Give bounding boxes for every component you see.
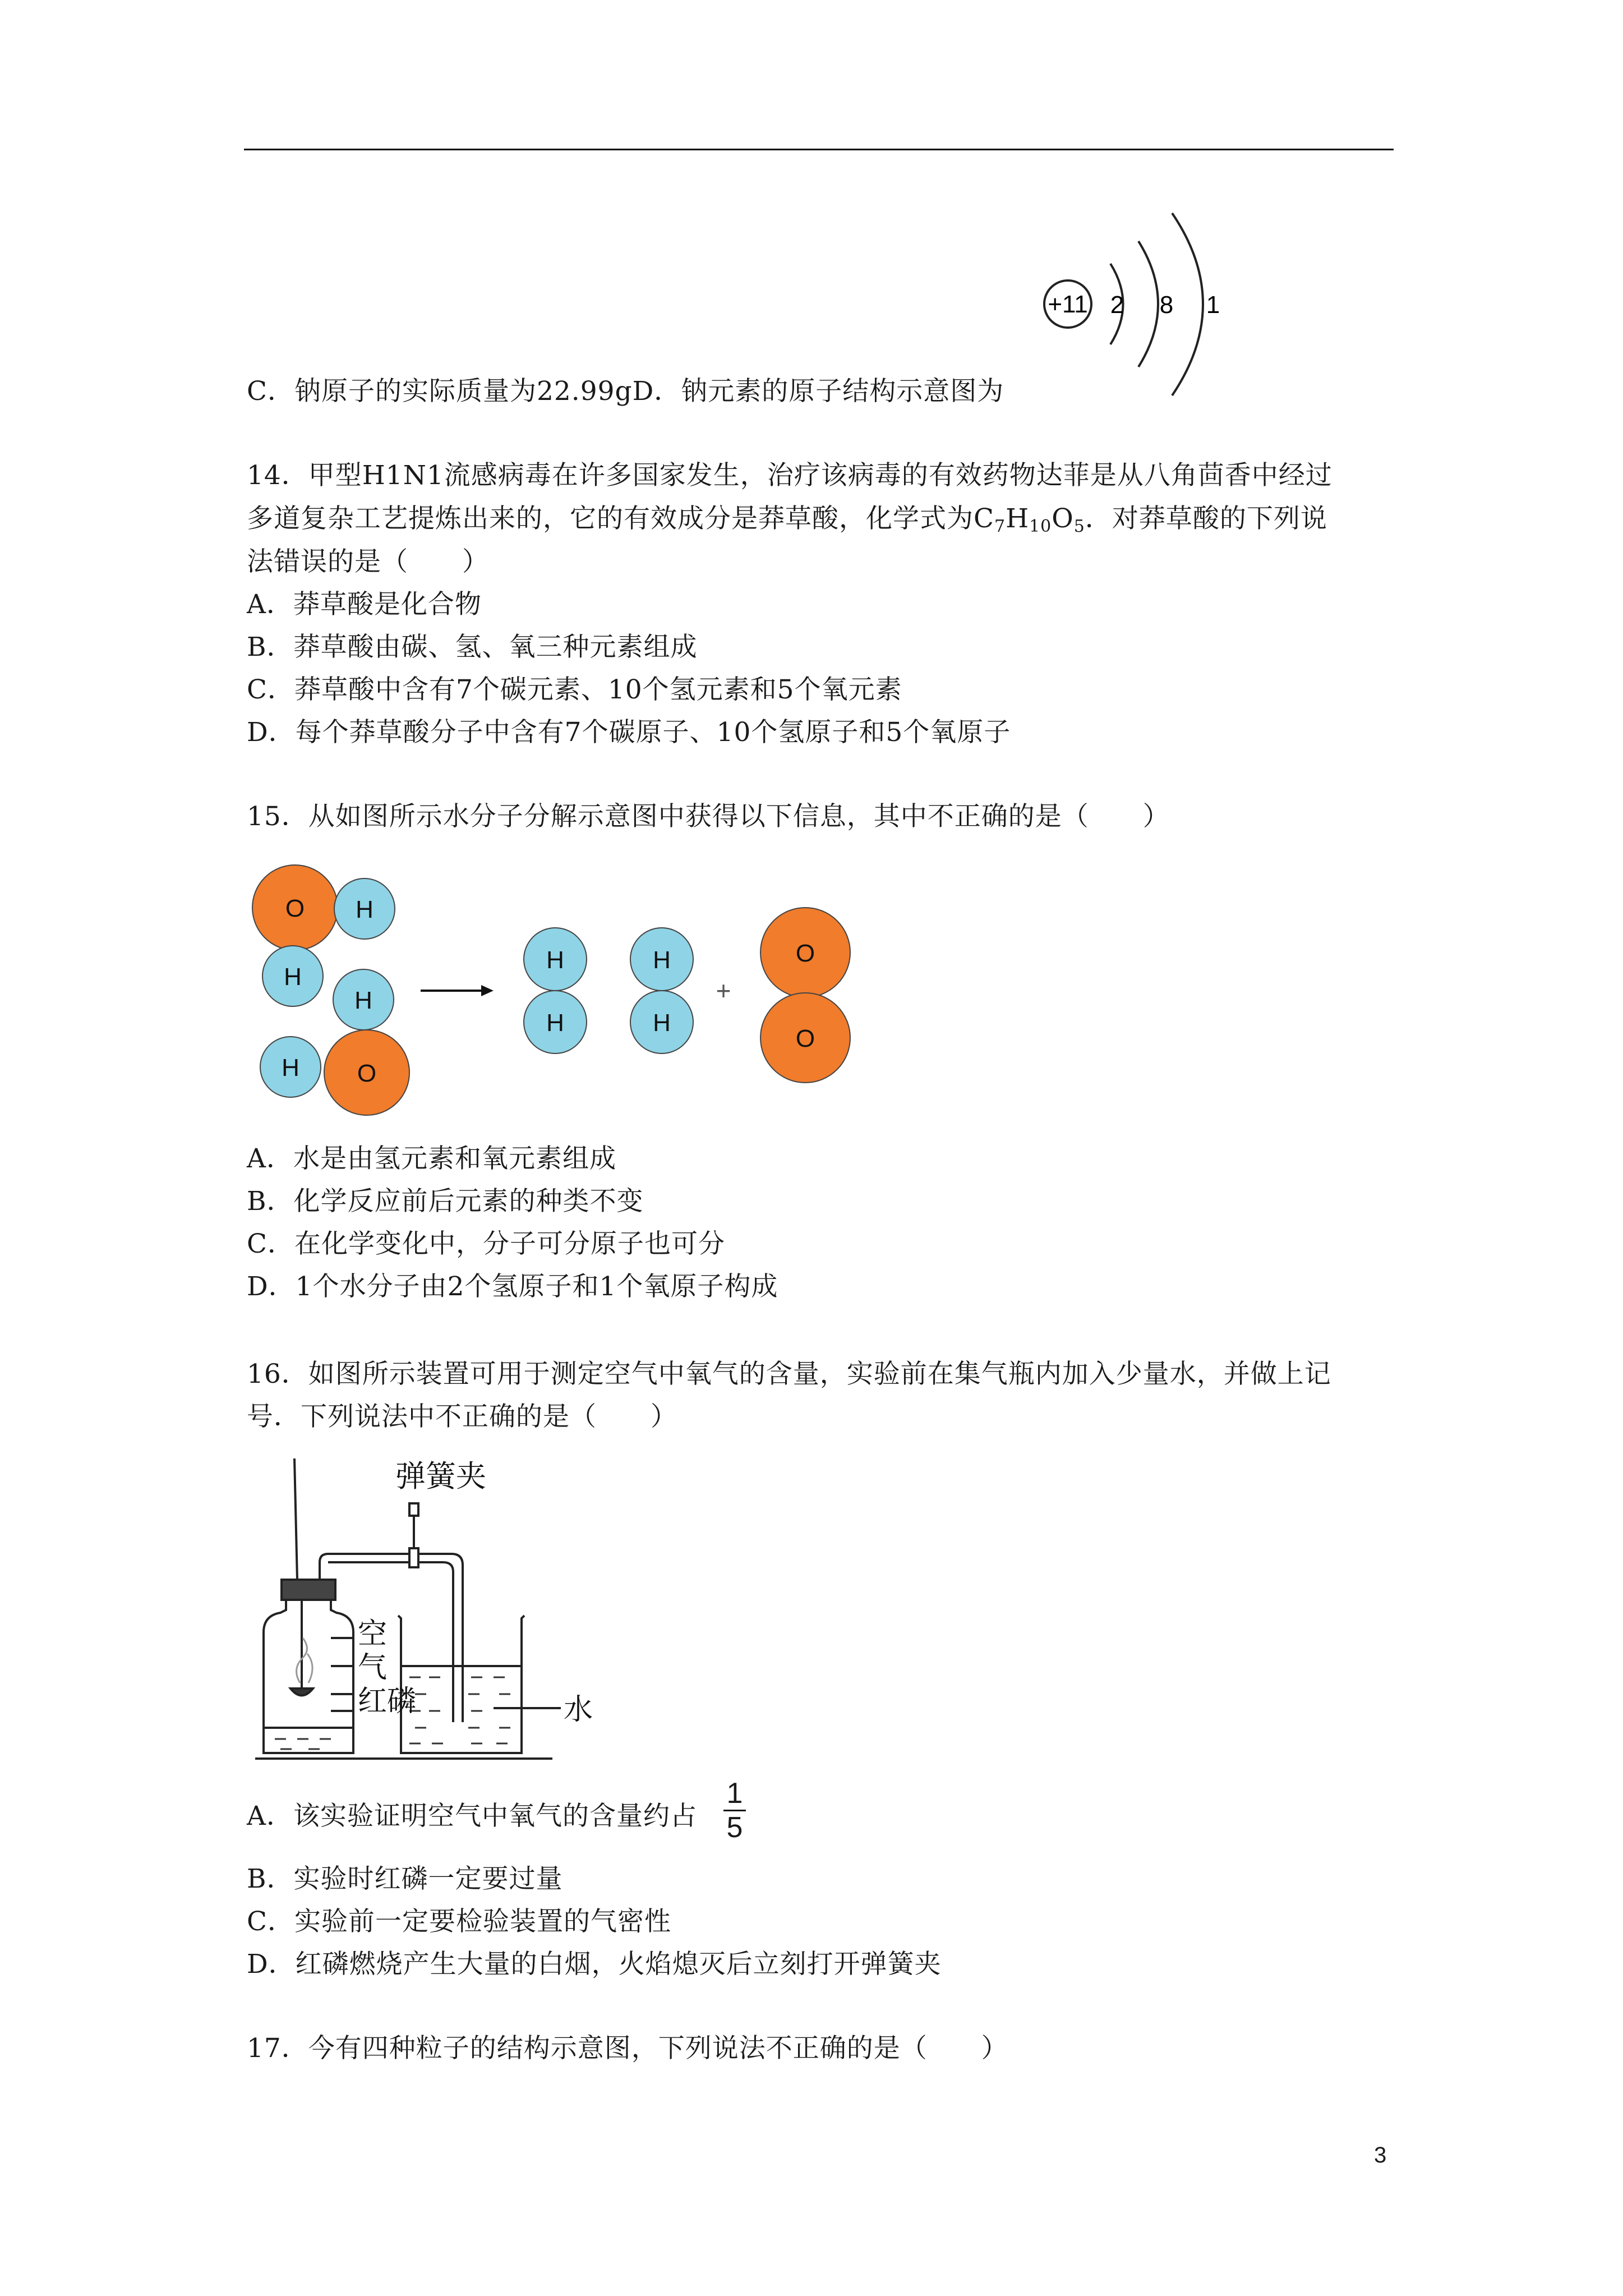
- label-water: 水: [564, 1694, 593, 1726]
- chemical-formula: $C_7H_{10}O_5$: [974, 503, 1085, 536]
- plus-sign: +: [716, 976, 731, 1005]
- q13-option-c: C．钠原子的实际质量为22.99g: [247, 376, 633, 407]
- q15-option-b: B．化学反应前后元素的种类不变: [247, 1186, 644, 1217]
- svg-text:H: H: [546, 946, 564, 974]
- svg-text:O: O: [795, 940, 815, 967]
- svg-text:H: H: [282, 1054, 299, 1082]
- svg-text:H: H: [653, 946, 671, 974]
- fraction: [723, 1777, 746, 1844]
- reaction-arrow: [481, 985, 494, 996]
- q16-stem-line1: 16．如图所示装置可用于测定空气中氧气的含量，实验前在集气瓶内加入少量水，并做上记: [247, 1359, 1331, 1389]
- q15-option-a: A．水是由氢元素和氧元素组成: [247, 1143, 616, 1174]
- water-decomposition-diagram: [241, 858, 869, 1128]
- nucleus-charge: +11: [1048, 291, 1088, 318]
- label-phosphorus: 红磷: [358, 1685, 417, 1718]
- header-rule: [244, 149, 1394, 150]
- q13-option-d: D．钠元素的原子结构示意图为: [632, 376, 1004, 407]
- q14-stem-line1: 14．甲型H1N1流感病毒在许多国家发生，治疗该病毒的有效药物达菲是从八角茴香中经过: [247, 460, 1332, 491]
- svg-text:H: H: [546, 1009, 564, 1037]
- fraction-numerator: 1: [723, 1777, 746, 1811]
- svg-text:O: O: [285, 895, 305, 922]
- q16-option-b: B．实验时红磷一定要过量: [247, 1864, 563, 1894]
- q16-stem-line2: 号．下列说法中不正确的是（ ）: [247, 1401, 677, 1432]
- q17-stem: 17．今有四种粒子的结构示意图，下列说法不正确的是（ ）: [247, 2033, 1008, 2064]
- q14-stem-line3: 法错误的是（ ）: [247, 546, 489, 577]
- q14-option-a: A．莽草酸是化合物: [247, 589, 482, 620]
- q16-option-a: A．该实验证明空气中氧气的含量约占: [247, 1801, 697, 1832]
- svg-text:H: H: [284, 963, 302, 991]
- q16-option-d: D．红磷燃烧产生大量的白烟，火焰熄灭后立刻打开弹簧夹: [247, 1949, 942, 1980]
- shell-2-count: 8: [1159, 291, 1174, 319]
- q14-option-b: B．莽草酸由碳、氢、氧三种元素组成: [247, 632, 698, 662]
- shell-3-count: 1: [1206, 291, 1220, 319]
- q16-option-c: C．实验前一定要检验装置的气密性: [247, 1906, 671, 1937]
- fraction-denominator: 5: [726, 1811, 743, 1844]
- svg-text:O: O: [795, 1025, 815, 1052]
- label-air-1: 空: [358, 1618, 388, 1650]
- sodium-atom-diagram: [1032, 202, 1245, 404]
- q15-option-c: C．在化学变化中，分子可分原子也可分: [247, 1228, 725, 1259]
- q13-options-line: [247, 375, 1004, 408]
- label-air-2: 气: [358, 1651, 388, 1684]
- q15-option-d: D．1个水分子由2个氢原子和1个氧原子构成: [247, 1271, 778, 1302]
- svg-text:H: H: [653, 1009, 671, 1037]
- shell-1-count: 2: [1110, 291, 1124, 319]
- q14-option-c: C．莽草酸中含有7个碳元素、10个氢元素和5个氧元素: [247, 674, 902, 705]
- q15-stem: 15．从如图所示水分子分解示意图中获得以下信息，其中不正确的是（ ）: [247, 801, 1170, 832]
- svg-text:O: O: [357, 1060, 377, 1087]
- svg-text:H: H: [354, 987, 372, 1014]
- oxygen-measurement-apparatus: [247, 1447, 639, 1773]
- page-number: 3: [1374, 2143, 1387, 2168]
- svg-text:H: H: [356, 896, 374, 923]
- q14-stem-line2: 多道复杂工艺提炼出来的，它的有效成分是莽草酸，化学式为$C_7H_{10}O_5$．对莽草酸的下列说: [247, 503, 1327, 536]
- label-clamp: 弹簧夹: [395, 1460, 486, 1493]
- q14-option-d: D．每个莽草酸分子中含有7个碳原子、10个氢原子和5个氧原子: [247, 717, 1011, 748]
